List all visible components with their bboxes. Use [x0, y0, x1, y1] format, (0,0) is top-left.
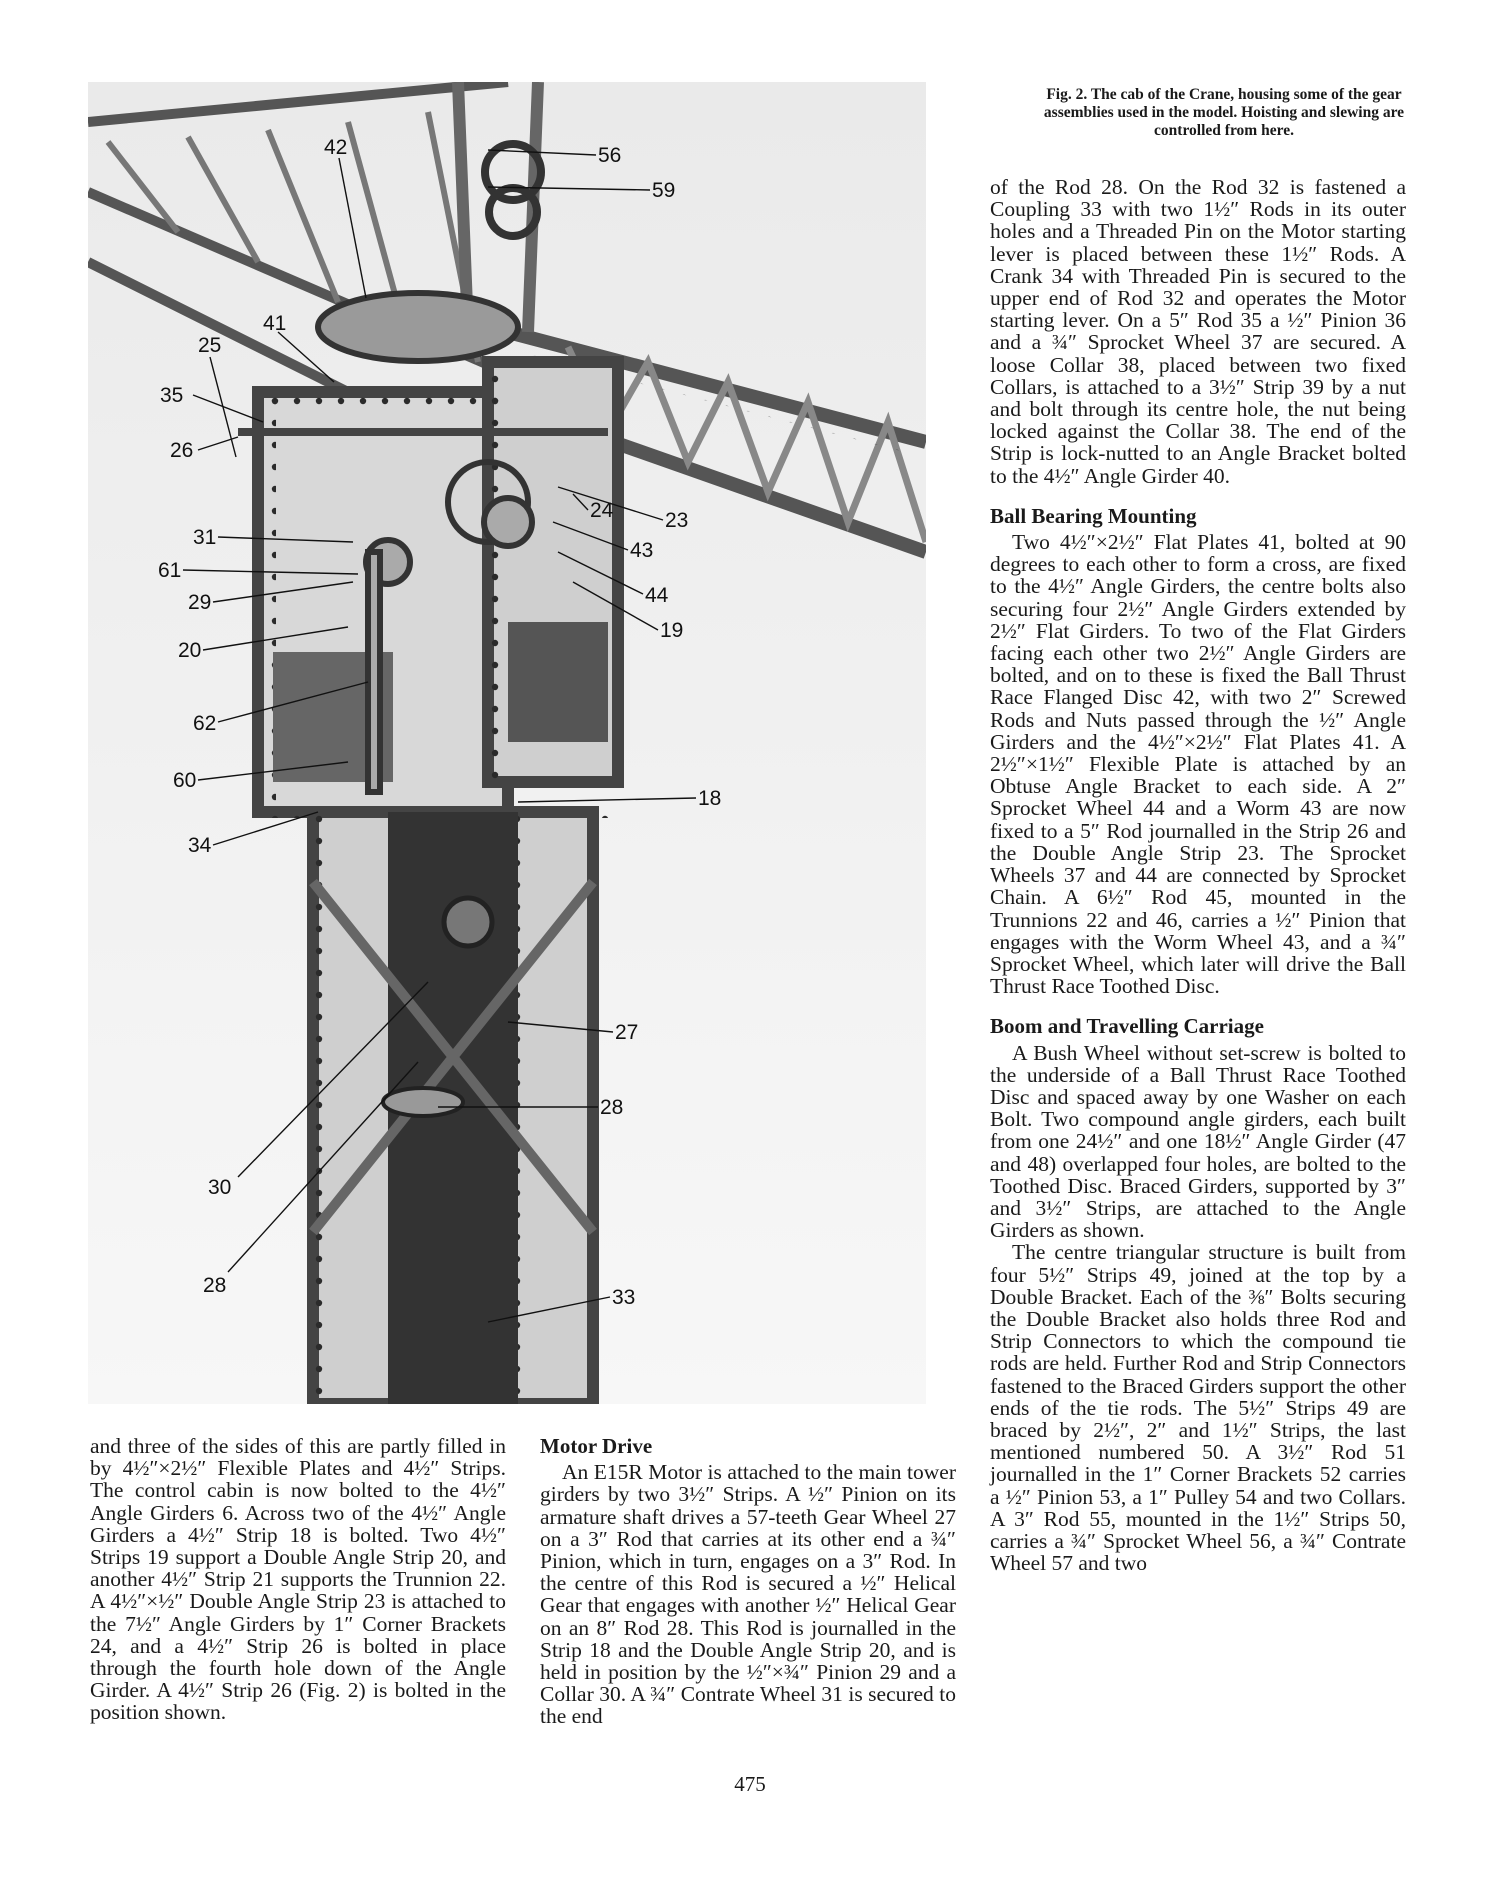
figure-label: 23	[665, 509, 689, 532]
right-column	[990, 176, 1406, 1574]
figure-label: 28	[600, 1096, 624, 1119]
figure-label: 42	[324, 136, 348, 159]
figure-caption: Fig. 2. The cab of the Crane, housing some of the gear assemblies used in the model. Hoisting and slewing are controlled from here.	[1043, 86, 1405, 139]
middle-column	[540, 1435, 956, 1728]
figure-label: 59	[652, 179, 676, 202]
figure-label: 33	[612, 1286, 636, 1309]
figure-label: 28	[203, 1274, 227, 1297]
figure-label: 35	[160, 384, 184, 407]
heading-motor-drive: Motor Drive	[540, 1434, 653, 1458]
figure-label: 29	[188, 591, 212, 614]
right-para-1: of the Rod 28. On the Rod 32 is fastened a Coupling 33 with two 1½″ Rods in its outer holes and a Threaded Pin on the Motor starting lever is placed between these 1½″ Rods. A Crank 34 with Threaded Pin is secured to the upper end of Rod 32 and operates the Motor starting lever. On a 5″ Rod 35 a ½″ Pinion 36 and a ¾″ Sprocket Wheel 37 are secured. A loose Collar 38, placed between two fixed Collars, is attached to a 3½″ Strip 39 by a nut and bolt through its centre hole, the nut being locked against the Collar 38. The end of the Strip is lock-nutted to an Angle Bracket bolted to the 4½″ Angle Girder 40.	[990, 175, 1406, 488]
left-para-1: and three of the sides of this are partly filled in by 4½″×2½″ Flexible Plates and 4½″ Strips. The control cabin is now bolted to the 4½″ Angle Girders 6. Across two of the 4½″ Angle Girders a 4½″ Strip 18 is bolted. Two 4½″ Strips 19 support a Double Angle Strip 20, and another 4½″ Strip 21 supports the Trunnion 22. A 4½″×½″ Double Angle Strip 23 is attached to the 7½″ Angle Girders by 1″ Corner Brackets 24, and a 4½″ Strip 26 is bolted in place through the fourth hole down of the Angle Girder. A 4½″ Strip 26 (Fig. 2) is bolted in the position shown.	[90, 1434, 506, 1725]
heading-boom-carriage: Boom and Travelling Carriage	[990, 1014, 1264, 1039]
tower-lower	[313, 812, 593, 1404]
middle-para-1: An E15R Motor is attached to the main tower girders by two 3½″ Strips. A ½″ Pinion on its armature shaft drives a 57-teeth Gear Wheel 27 on a 3″ Rod that carries at its other end a ¾″ Pinion, which in turn, engages on a 3″ Rod. In the centre of this Rod is secured a ½″ Helical Gear that engages with another ½″ Helical Gear on an 8″ Rod 28. This Rod is journalled in the Strip 18 and the Double Angle Strip 20, and is held in position by the ½″×¾″ Pinion 29 and a Collar 30. A ¾″ Contrate Wheel 31 is secured to the end	[540, 1460, 956, 1729]
right-para-4: The centre triangular structure is built from four 5½″ Strips 49, joined at the top by a Double Bracket. Each of the ⅜″ Bolts securing the Double Bracket also holds three Rod and Strip Connectors to which the compound tie rods are held. Further Rod and Strip Connectors fastened to the Braced Girders support the other ends of the tie rods. The 5½″ Strips 49 are braced by 2½″, 2″ and 1½″ Strips, the last mentioned numbered 50. A 3½″ Rod 51 journalled in the 1″ Corner Brackets 52 carries a ½″ Pinion 53, a 1″ Pulley 54 and two Collars. A 3″ Rod 55, mounted in the 1½″ Strips 50, carries a ¾″ Sprocket Wheel 56, a ¾″ Contrate Wheel 57 and two	[990, 1240, 1406, 1576]
crane-cab-photo	[88, 82, 926, 1404]
right-para-2: Two 4½″×2½″ Flat Plates 41, bolted at 90 degrees to each other to form a cross, are fixed to the 4½″ Angle Girders, the centre bolts also securing four 2½″ Angle Girders extended by 2½″ Flat Girders. To two of the Flat Girders facing each other two 2½″ Angle Girders are bolted, and on to these is fixed the Ball Thrust Race Flanged Disc 42, with two 2″ Screwed Rods and Nuts passed through the ½″ Angle Girders and the 4½″×2½″ Flat Plates 41. A 2½″×1½″ Flexible Plate is attached by an Obtuse Angle Bracket to each side. A 2″ Sprocket Wheel 44 and a Worm 43 are now fixed to a 5″ Rod journalled in the Strip 26 and the Double Angle Strip 23. The Sprocket Wheels 37 and 44 are connected by Sprocket Chain. A 6½″ Rod 45, mounted in the Trunnions 22 and 46, carries a ½″ Pinion that engages with the Worm Wheel 43, and a ¾″ Sprocket Wheel, which later will drive the Ball Thrust Race Toothed Disc.	[990, 530, 1406, 999]
heading-ball-bearing: Ball Bearing Mounting	[990, 503, 1197, 528]
figure-label: 24	[590, 499, 614, 522]
right-para-3: A Bush Wheel without set-screw is bolted to the underside of a Ball Thrust Race Toothed Disc and spaced away by one Washer on each Bolt. Two compound angle girders, each built from one 24½″ and one 18½″ Angle Girder (47 and 48) overlapped four holes, are bolted to the Toothed Disc. Braced Girders, supported by 3″ and 3½″ Strips, are attached to the Angle Girders as shown.	[990, 1040, 1406, 1243]
left-column	[90, 1435, 506, 1724]
figure-label: 20	[178, 639, 202, 662]
figure-label: 61	[158, 559, 182, 582]
figure-label: 44	[645, 584, 669, 607]
figure-label: 25	[198, 334, 222, 357]
figure-label: 18	[698, 787, 722, 810]
figure-label: 43	[630, 539, 654, 562]
figure-label: 60	[173, 769, 197, 792]
figure-label: 26	[170, 439, 194, 462]
figure-label: 19	[660, 619, 684, 642]
figure-label: 56	[598, 144, 622, 167]
figure-label: 27	[615, 1021, 639, 1044]
figure-label: 31	[193, 526, 217, 549]
figure-label: 30	[208, 1176, 232, 1199]
page-number: 475	[734, 1772, 766, 1796]
figure-label: 41	[263, 312, 287, 335]
figure-label: 62	[193, 712, 217, 735]
figure-label: 34	[188, 834, 212, 857]
